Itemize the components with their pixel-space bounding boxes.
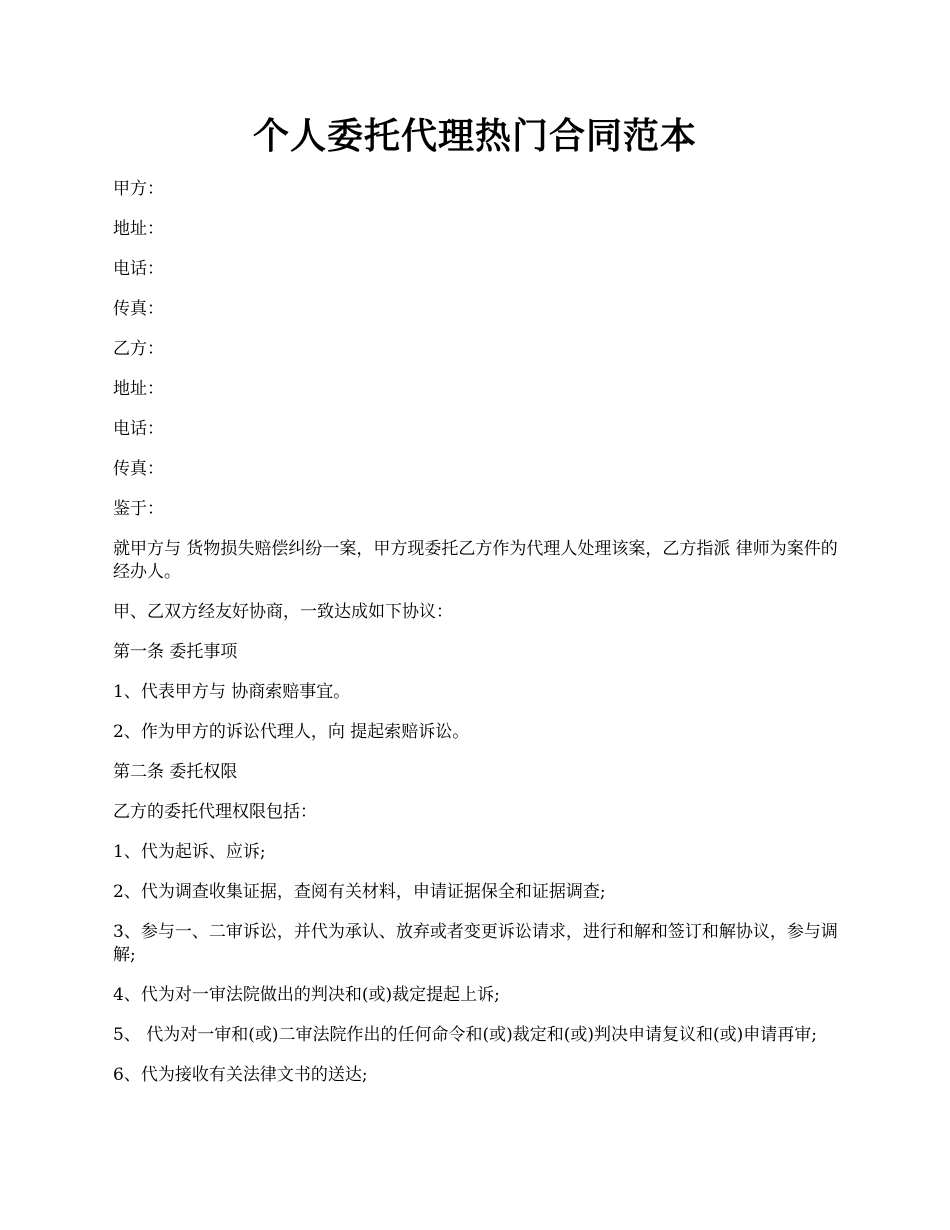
party-a-fax-label: 传真： bbox=[113, 299, 164, 319]
document-title: 个人委托代理热门合同范本 bbox=[252, 115, 697, 157]
whereas-label: 鉴于： bbox=[113, 499, 164, 519]
authority-item: 5、 代为对一审和(或)二审法院作出的任何命令和(或)裁定和(或)判决申请复议和(或)申请再审; bbox=[113, 1025, 818, 1045]
party-b-address-label: 地址： bbox=[113, 379, 164, 399]
authority-item: 1、代为起诉、应诉; bbox=[113, 842, 266, 862]
entrusted-matter-item: 2、作为甲方的诉讼代理人，向 提起索赔诉讼。 bbox=[113, 722, 470, 742]
authority-item: 2、代为调查收集证据，查阅有关材料，申请证据保全和证据调查; bbox=[113, 882, 606, 902]
article-one-heading: 第一条 委托事项 bbox=[113, 642, 238, 662]
authority-item: 4、代为对一审法院做出的判决和(或)裁定提起上诉; bbox=[113, 985, 500, 1005]
party-a-address-label: 地址： bbox=[113, 219, 164, 239]
agreement-intro-paragraph: 甲、乙双方经友好协商，一致达成如下协议： bbox=[113, 602, 453, 622]
case-description-paragraph: 就甲方与 货物损失赔偿纠纷一案，甲方现委托乙方作为代理人处理该案，乙方指派 律师为案件的经办人。 bbox=[113, 539, 838, 582]
party-a-label: 甲方： bbox=[113, 179, 164, 199]
article-two-heading: 第二条 委托权限 bbox=[113, 762, 238, 782]
party-a-phone-label: 电话： bbox=[113, 259, 164, 279]
entrusted-matter-item: 1、代表甲方与 协商索赔事宜。 bbox=[113, 682, 351, 702]
party-b-phone-label: 电话： bbox=[113, 419, 164, 439]
authority-item: 6、代为接收有关法律文书的送达; bbox=[113, 1065, 368, 1085]
party-b-fax-label: 传真： bbox=[113, 459, 164, 479]
authority-intro-paragraph: 乙方的委托代理权限包括： bbox=[113, 802, 317, 822]
authority-item: 3、参与一、二审诉讼，并代为承认、放弃或者变更诉讼请求，进行和解和签订和解协议，参与调解; bbox=[113, 922, 838, 965]
party-b-label: 乙方： bbox=[113, 339, 164, 359]
document-body bbox=[113, 178, 838, 1104]
